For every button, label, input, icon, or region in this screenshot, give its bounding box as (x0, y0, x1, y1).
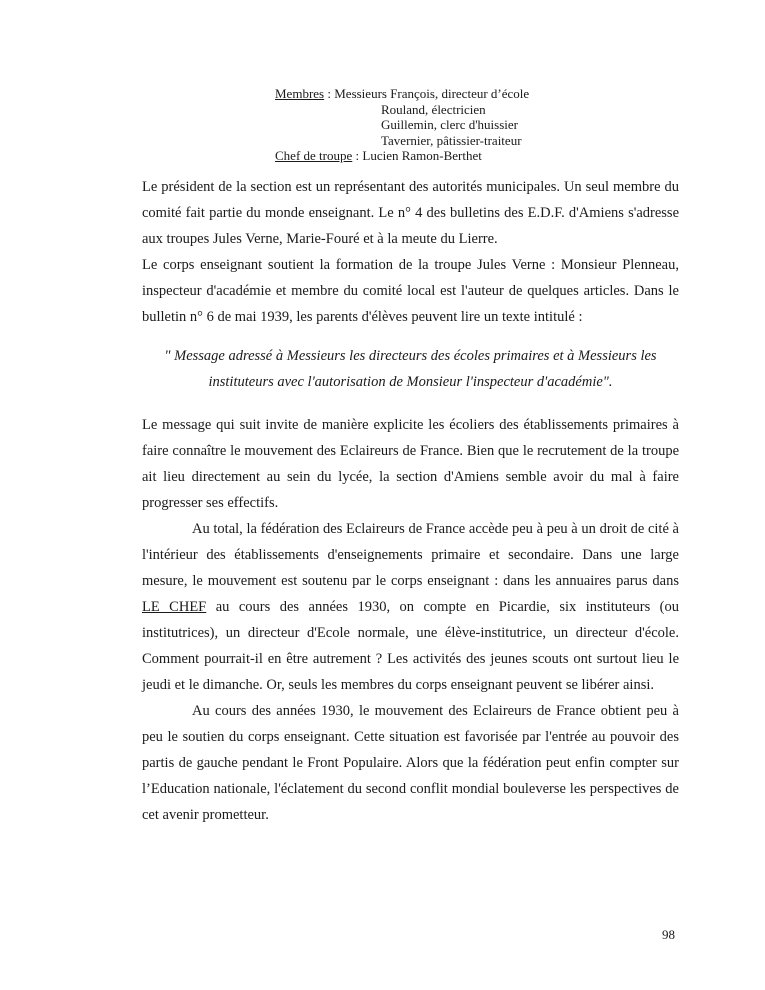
committee-members-line (275, 86, 529, 102)
chief-separator: : (352, 148, 363, 163)
body-text (142, 174, 679, 828)
paragraph-au-total (142, 516, 679, 698)
paragraph-corps-enseignant: Le corps enseignant soutient la formation de la troupe Jules Verne : Monsieur Plenneau, inspecteur d'académie et membre du comité local est l'auteur de quelques articles. Dans le bulletin n° 6 de mai 1939, les parents d'élèves peuvent lire un texte intitulé : (142, 257, 679, 325)
committee-members-continuation (381, 102, 529, 149)
paragraph-au-cours: Au cours des années 1930, le mouvement des Eclaireurs de France obtient peu à peu le soutien du corps enseignant. Cette situation est favorisée par l'entrée au pouvoir des partis de gauche pendant le Front Populaire. Alors que la fédération peut enfin compter sur l’Education nationale, l'éclatement du second conflit mondial bouleverse les perspectives de cet avenir prometteur. (142, 703, 679, 823)
members-separator: : (324, 86, 335, 101)
committee-block (275, 86, 529, 164)
member-entry: Guillemin, clerc d'huissier (381, 117, 519, 132)
paragraph-au-total-after: au cours des années 1930, on compte en Picardie, six instituteurs (ou institutrices), un directeur d'Ecole normale, une élève-institutrice, un directeur d'école. Comment pourrait-il en être autrement ? Les activités des jeunes scouts ont surtout lieu le jeudi et le dimanche. Or, seuls les membres du corps enseignant peuvent se libérer ainsi. (142, 599, 680, 693)
members-label: Membres (275, 86, 325, 101)
paragraph-au-total-before: Au total, la fédération des Eclaireurs de France accède peu à peu à un droit de cité à l'intérieur des établissements d'enseignements primaire et secondaire. Dans une large mesure, le mouvement est soutenu par le corps enseignant : dans les annuaires parus dans (142, 521, 679, 589)
chief-label: Chef de troupe (275, 148, 353, 163)
paragraph-message-suit: Le message qui suit invite de manière explicite les écoliers des établissements primaires à faire connaître le mouvement des Eclaireurs de France. Bien que le recrutement de la troupe ait lieu directement au sein du lycée, la section d'Amiens semble avoir du mal à faire progresser ses effectifs. (142, 417, 679, 511)
member-entry: Tavernier, pâtissier-traiteur (381, 132, 522, 148)
committee-chief-line (275, 148, 529, 164)
quote-message: " Message adressé à Messieurs les directeurs des écoles primaires et à Messieurs les instituteurs avec l'autorisation de Monsieur l'inspecteur d'académie". (164, 348, 657, 390)
members-first-entry: Messieurs François, directeur d’école (334, 86, 530, 101)
paragraph-president: Le président de la section est un représentant des autorités municipales. Un seul membre du comité fait partie du monde enseignant. Le n° 4 des bulletins des E.D.F. d'Amiens s'adresse aux troupes Jules Verne, Marie-Fouré et à la meute du Lierre. (142, 179, 679, 247)
page-number: 98 (662, 927, 675, 942)
le-chef-underlined: LE CHEF (142, 599, 207, 615)
member-entry: Rouland, électricien (381, 101, 486, 117)
chief-value: Lucien Ramon-Berthet (362, 148, 482, 163)
